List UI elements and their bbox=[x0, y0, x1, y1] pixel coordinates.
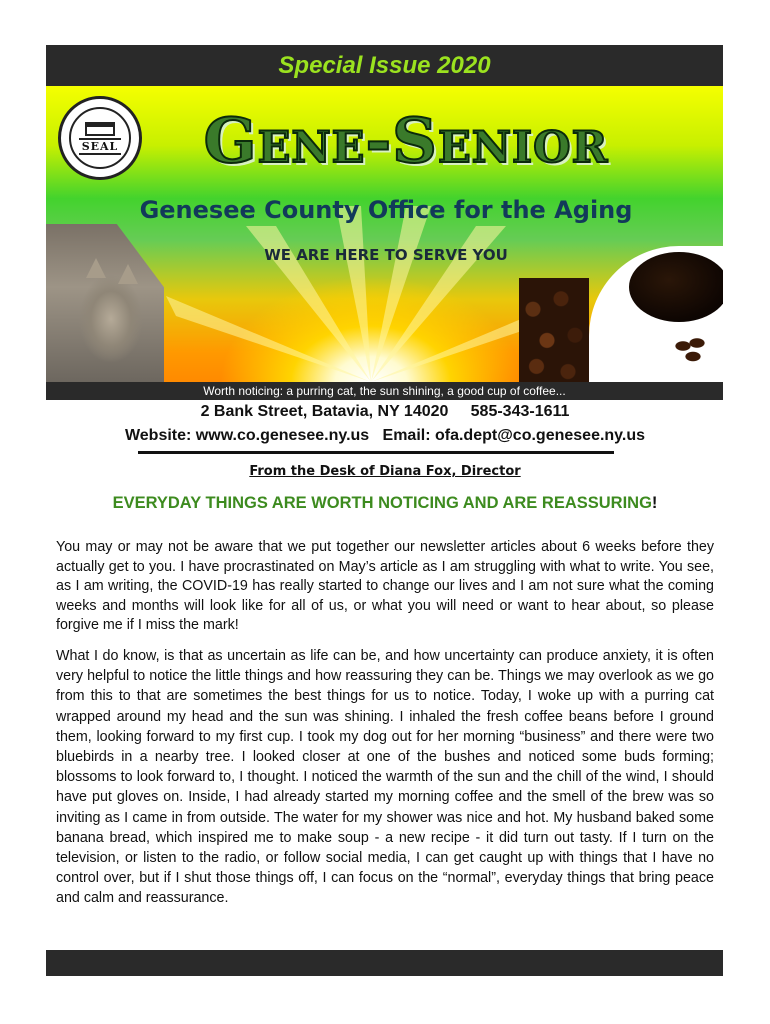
masthead-hero bbox=[46, 86, 723, 382]
paragraph-2: What I do know, is that as uncertain as life can be, and how uncertainty can produce anxiety, it is often very helpful to notice the little things and how reassuring they can be. Things we may overlook as we go from this to that are sometimes the best things for us to notice. Today, I woke up with a purring cat wrapped around my head and the sun was shining. I inhaled the fresh coffee beans before I ground them, looking forward to my first cup. I took my dog out for her morning “business” and there were two bluebirds in a nearby tree. I looked closer at one of the bushes and noticed some buds forming; blossoms to look forward to, I thought. I noticed the warmth of the sun and the chill of the wind, I should have put gloves on. Inside, I had already started my morning coffee and the smell of the brew was so inviting as I came in from outside. The water for my shower was nice and hot. My husband baked some banana bread, which inspired me to make soup - a new recipe - it did turn out tasty. If I turn on the television, or listen to the radio, or follow social media, I can get caught up with things that I have no control over, but if I shut those things off, I can focus on the “normal”, everyday things that bring peace and calm and reassurance. bbox=[56, 648, 714, 907]
website-email: Website: www.co.genesee.ny.us Email: ofa.dept@co.genesee.ny.us bbox=[124, 427, 646, 444]
special-issue-title: Special Issue 2020 bbox=[278, 51, 491, 79]
tagline: WE ARE HERE TO SERVE YOU bbox=[264, 246, 508, 264]
address-phone: 2 Bank Street, Batavia, NY 14020 585-343-1611 bbox=[200, 403, 570, 420]
byline: From the Desk of Diana Fox, Director bbox=[249, 464, 521, 479]
special-issue-banner bbox=[46, 45, 723, 86]
coffee-beans-photo bbox=[519, 278, 589, 382]
building-icon bbox=[85, 122, 115, 136]
seal-text: SEAL bbox=[79, 138, 122, 155]
newsletter-title: Gene-Senior bbox=[203, 104, 609, 177]
paragraph-1: You may or may not be aware that we put together our newsletter articles about 6 weeks before they actually get to you. I have procrastinated on May’s article as I am struggling with what to write. You see, as I am writing, the COVID-19 has really started to change our lives and I am not sure what the coming weeks and months will look like for all of us, or what you will need or want to hear about, so please forgive me if I miss the mark! bbox=[56, 539, 714, 634]
county-seal-logo bbox=[58, 96, 142, 180]
office-name: Genesee County Office for the Aging bbox=[139, 196, 633, 224]
headline-exclamation: ! bbox=[651, 494, 658, 512]
headline-text: EVERYDAY THINGS ARE WORTH NOTICING AND ARE REASSURING bbox=[112, 494, 652, 512]
divider bbox=[138, 451, 614, 454]
photo-caption: Worth noticing: a purring cat, the sun shining, a good cup of coffee... bbox=[46, 382, 723, 400]
footer-bar bbox=[46, 950, 723, 976]
article-headline bbox=[0, 494, 770, 513]
